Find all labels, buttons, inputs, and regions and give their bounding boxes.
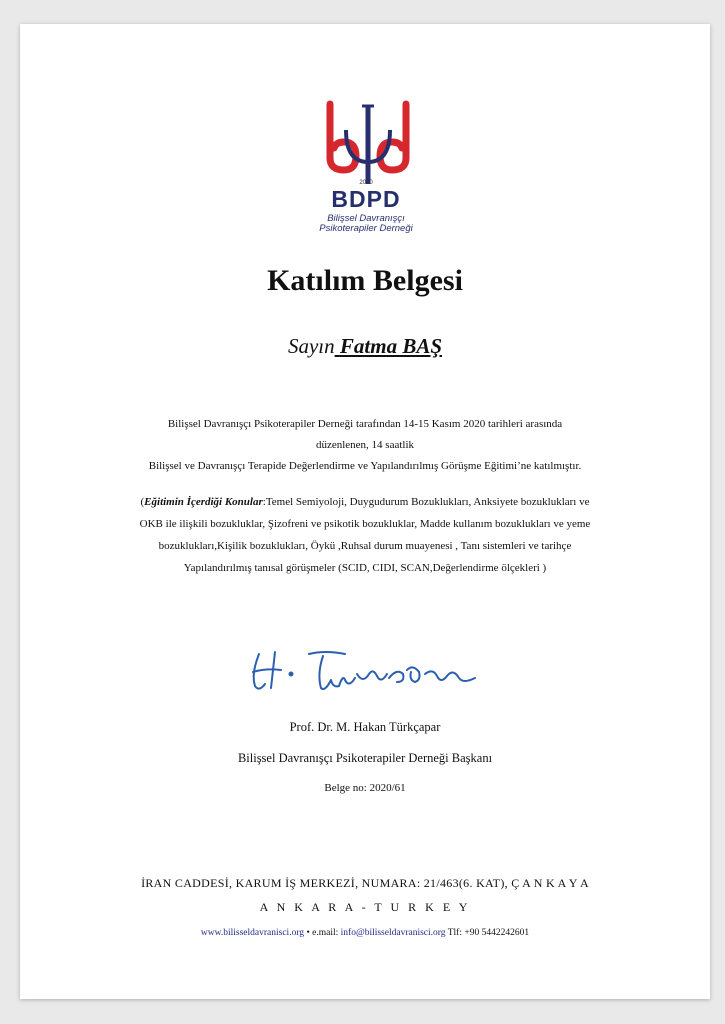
participation-paragraph <box>80 414 650 477</box>
topics-open-paren: ( <box>140 496 145 508</box>
address-line2: A N K A R A - T U R K E Y <box>259 900 471 914</box>
email-label: • e.mail: <box>304 928 341 938</box>
recipient-greeting <box>20 334 710 359</box>
certificate-title: Katılım Belgesi <box>267 264 463 297</box>
recipient-name: Fatma BAŞ <box>339 334 443 358</box>
topics-paragraph <box>80 491 650 579</box>
address-line1: İRAN CADDESİ, KARUM İŞ MERKEZİ, NUMARA: 21/463(6. KAT), Ç A N K A Y A <box>141 876 589 890</box>
document-number: Belge no: 2020/61 <box>324 782 406 794</box>
logo-name-line1: Bilişsel Davranışçı <box>327 213 405 224</box>
topics-text-1: :Temel Semiyoloji, Duygudurum Bozuklukları, Anksiyete bozuklukları ve <box>262 496 590 508</box>
handwritten-signature <box>245 644 485 696</box>
salutation: Sayın <box>287 334 335 358</box>
para1-line2: düzenlenen, 14 saatlik <box>315 439 415 451</box>
email-link[interactable]: info@bilisseldavranisci.org <box>340 928 446 938</box>
para1-line1: Bilişsel Davranışçı Psikoterapiler Derneği tarafından 14-15 Kasım 2020 tarihleri arasında <box>167 418 563 430</box>
topics-label: Eğitimin İçerdiği Konular <box>144 496 263 508</box>
certificate-page <box>20 24 710 999</box>
topics-line3: bozuklukları,Kişilik bozuklukları, Öykü ,Ruhsal durum muayenesi , Tanı sistemleri ve tarihçe <box>158 540 572 552</box>
topics-line1 <box>80 491 650 513</box>
bdpd-logo <box>310 96 430 246</box>
signer-role: Bilişsel Davranışçı Psikoterapiler Derneği Başkanı <box>237 751 493 765</box>
contact-line <box>20 928 710 938</box>
website-link[interactable]: www.bilisseldavranisci.org <box>200 928 305 938</box>
signer-name: Prof. Dr. M. Hakan Türkçapar <box>289 720 441 734</box>
topics-line4: Yapılandırılmış tanısal görüşmeler (SCID, CIDI, SCAN,Değerlendirme ölçekleri ) <box>183 562 547 574</box>
topics-line2: OKB ile ilişkili bozukluklar, Şizofreni ve psikotik bozukluklar, Madde kullanım bozuklukları ve yeme <box>139 518 591 530</box>
logo-abbreviation: BDPD <box>331 186 401 212</box>
para1-line3: Bilişsel ve Davranışçı Terapide Değerlendirme ve Yapılandırılmış Görüşme Eğitimi’ne katılmıştır. <box>148 460 582 472</box>
logo-name-line2: Psikoterapiler Derneği <box>319 223 413 234</box>
phone-number: Tlf: +90 5442242601 <box>445 928 530 938</box>
psi-logo-icon <box>318 100 418 186</box>
logo-year: 2010 <box>359 180 373 186</box>
